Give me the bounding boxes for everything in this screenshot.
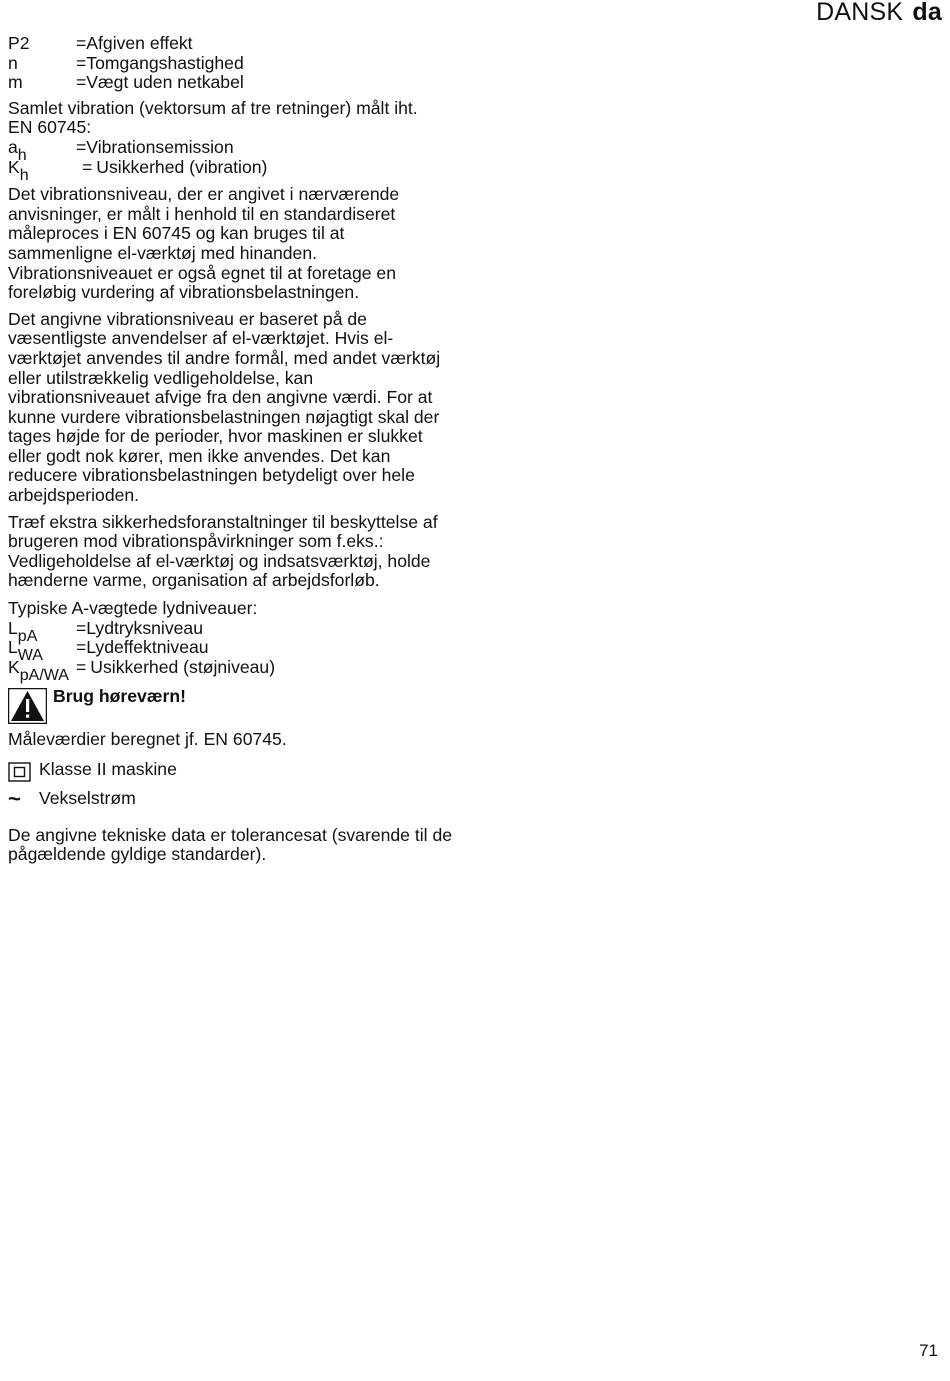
spec-row: n = Tomgangshastighed	[8, 52, 244, 73]
lwa-definition: Lydeffektniveau	[86, 637, 209, 658]
kpawa-subscript: pA/WA	[19, 666, 69, 684]
sound-power-row: LWA = Lydeffektniveau	[8, 637, 209, 665]
specs-list	[8, 34, 453, 93]
header-language-code: da	[912, 0, 942, 26]
spec-row: m = Vægt uden netkabel	[8, 72, 244, 93]
kh-definition: Usikkerhed (vibration)	[96, 156, 268, 177]
content-column	[8, 34, 453, 865]
vibration-uncertainty-row: Kh = Usikkerhed (vibration)	[8, 156, 268, 184]
kh-symbol: K	[8, 156, 20, 177]
lpa-definition: Lydtryksniveau	[86, 617, 203, 638]
hearing-protection-warning	[8, 687, 453, 727]
sound-pressure-row: LpA = Lydtryksniveau	[8, 617, 203, 645]
vibration-paragraph-3: Træf ekstra sikkerhedsforanstaltninger til beskyttelse af brugeren mod vibrationspåvirkninger som f.eks.: Vedligeholdelse af el-værktøj og indsatsværktøj, holde hænderne varme, organisation af arbejdsforløb.	[8, 511, 438, 591]
spec-symbol: m	[8, 72, 23, 93]
vibration-paragraph-1: Det vibrationsniveau, der er angivet i nærværende anvisninger, er målt i henhold til en standardiseret måleproces i EN 60745 og kan bruges til at sammenligne el-værktøj med hinanden. Vibrationsniveauet er også egnet til at foretage en foreløbig vurdering af vibrationsbelastningen.	[8, 184, 400, 303]
class2-label: Klasse II maskine	[39, 759, 177, 780]
spec-definition: Tomgangshastighed	[86, 52, 244, 73]
lpa-subscript: pA	[17, 627, 38, 645]
tolerance-note: De angivne tekniske data er tolerancesat (svarende til de pågældende gyldige standarder).	[8, 824, 453, 865]
spec-definition: Vægt uden netkabel	[86, 72, 244, 93]
double-square-icon	[8, 761, 32, 783]
page-number: 71	[919, 1341, 938, 1360]
ac-row	[8, 786, 453, 811]
spec-symbol: n	[8, 52, 18, 73]
class2-row	[8, 757, 453, 783]
spec-definition: Afgiven effekt	[86, 33, 193, 53]
measured-values-note: Måleværdier beregnet jf. EN 60745.	[8, 729, 287, 750]
ah-subscript: h	[17, 146, 27, 164]
ah-symbol: a	[8, 136, 18, 157]
warning-triangle-icon	[8, 688, 47, 724]
lpa-symbol: L	[8, 617, 18, 638]
ac-label: Vekselstrøm	[39, 788, 136, 808]
lwa-symbol: L	[8, 637, 18, 658]
sound-uncertainty-row: KpA/WA = Usikkerhed (støjniveau)	[8, 656, 276, 684]
kh-subscript: h	[19, 166, 29, 184]
vibration-intro: Samlet vibration (vektorsum af tre retninger) målt iht. EN 60745:	[8, 97, 418, 138]
kpawa-definition: Usikkerhed (støjniveau)	[90, 656, 276, 677]
lwa-subscript: WA	[17, 647, 43, 665]
kpawa-symbol: K	[8, 656, 20, 677]
header-language: DANSK	[816, 0, 904, 26]
spec-row: P2 = Afgiven effekt	[8, 33, 193, 53]
sound-intro: Typiske A-vægtede lydniveauer:	[8, 598, 258, 619]
ah-definition: Vibrationsemission	[86, 136, 234, 157]
tilde-icon: ~	[8, 786, 21, 811]
vibration-paragraph-2: Det angivne vibrationsniveau er baseret på de væsentligste anvendelser af el-værktøjet. Hvis el-værktøjet anvendes til andre formål, med andet værktøj eller utilstrækkelig vedligeholdelse, kan vibrationsniveauet afvige fra den angivne værdi. For at kunne vurdere vibrationsbelastningen nøjagtigt skal der tages højde for de perioder, hvor maskinen er slukket eller godt nok kører, men ikke anvendes. Det kan reducere vibrationsbelastningen betydeligt over hele arbejdsperioden.	[8, 308, 441, 506]
page-header	[816, 0, 942, 27]
spec-symbol: P2	[8, 33, 30, 53]
warning-text: Brug høreværn!	[53, 686, 186, 707]
vibration-emission-row: ah = Vibrationsemission	[8, 136, 234, 164]
